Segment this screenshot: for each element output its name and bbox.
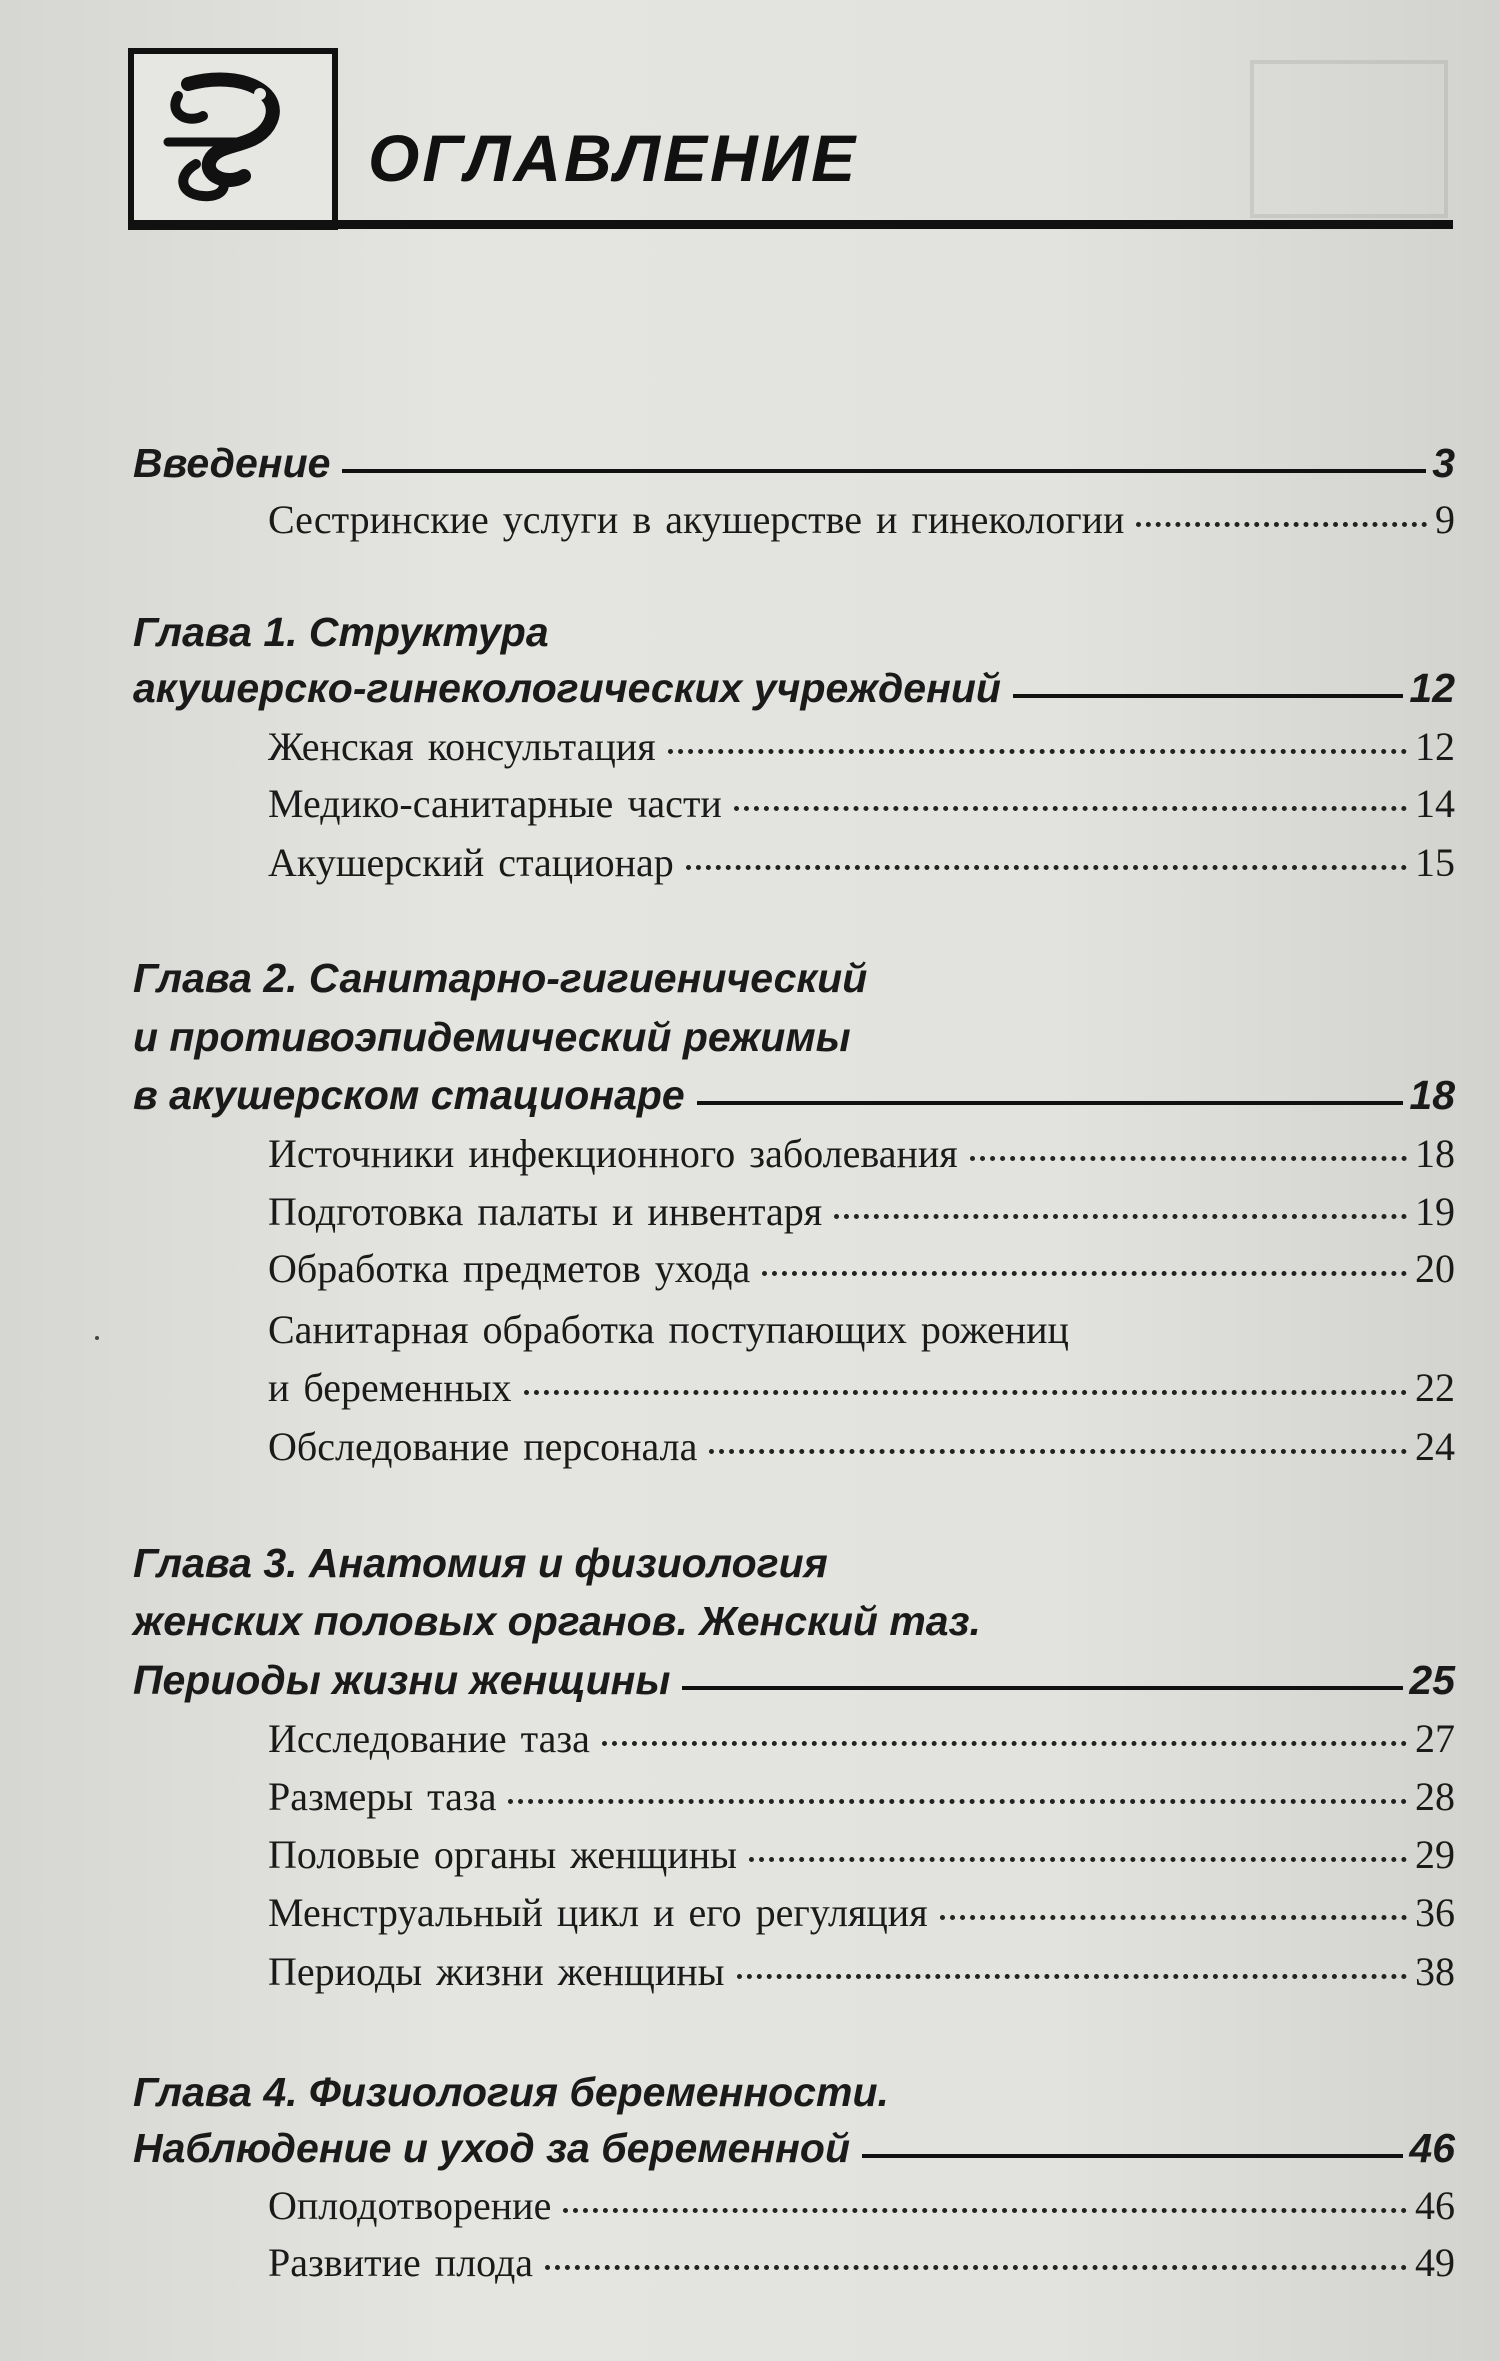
toc-chapter1-title-line1[interactable]: Глава 1. Структура <box>133 609 549 655</box>
toc-item[interactable] <box>268 1716 1455 1761</box>
toc-chapter2-page: 18 <box>1409 1072 1455 1118</box>
toc-item-page: 15 <box>1415 840 1455 885</box>
toc-item-page: 12 <box>1415 724 1455 769</box>
leader-dots <box>762 1271 1407 1276</box>
toc-item-title: Акушерский стационар <box>268 840 674 885</box>
toc-item-title: Сестринские услуги в акушерстве и гинекологии <box>268 497 1125 542</box>
toc-item-page: 24 <box>1415 1424 1455 1469</box>
leader-dots <box>1136 522 1427 527</box>
toc-item-page: 19 <box>1415 1189 1455 1234</box>
toc-item[interactable] <box>268 1365 1455 1410</box>
leader-line <box>1013 694 1403 698</box>
leader-dots <box>668 749 1407 754</box>
toc-item[interactable] <box>268 497 1455 542</box>
leader-dots <box>734 806 1407 811</box>
toc-item[interactable] <box>268 2240 1455 2285</box>
toc-item[interactable] <box>268 1246 1455 1291</box>
toc-chapter3[interactable] <box>133 1657 1455 1703</box>
toc-item-page: 38 <box>1415 1949 1455 1994</box>
leader-dots <box>602 1741 1407 1746</box>
toc-item-title: Обработка предметов ухода <box>268 1246 751 1291</box>
leader-dots <box>970 1156 1407 1161</box>
toc-item[interactable] <box>268 2183 1455 2228</box>
toc-item-title-line1[interactable]: Санитарная обработка поступающих рожениц <box>268 1307 1069 1352</box>
page-title: ОГЛАВЛЕНИЕ <box>368 121 859 195</box>
toc-chapter2-title-line1[interactable]: Глава 2. Санитарно-гигиенический <box>133 955 868 1001</box>
toc-chapter3-title-line1[interactable]: Глава 3. Анатомия и физиология <box>133 1540 828 1586</box>
leader-dots <box>940 1915 1407 1920</box>
page-header <box>128 48 1453 233</box>
toc-chapter3-title-line2[interactable]: женских половых органов. Женский таз. <box>133 1598 981 1644</box>
toc-item[interactable] <box>268 724 1455 769</box>
print-speck <box>95 1336 99 1340</box>
toc-item[interactable] <box>268 1774 1455 1819</box>
toc-item-page: 9 <box>1435 497 1455 542</box>
toc-item-title: Источники инфекционного заболевания <box>268 1131 958 1176</box>
leader-dots <box>749 1857 1407 1862</box>
toc-item[interactable] <box>268 1949 1455 1994</box>
toc-item-page: 22 <box>1415 1365 1455 1410</box>
leader-dots <box>563 2208 1407 2213</box>
toc-item-page: 14 <box>1415 781 1455 826</box>
toc-item-title: Развитие плода <box>268 2240 534 2285</box>
toc-item[interactable] <box>268 781 1455 826</box>
leader-dots <box>524 1390 1408 1395</box>
leader-dots <box>545 2265 1407 2270</box>
leader-line <box>697 1101 1404 1105</box>
toc-chapter2-title-line3: в акушерском стационаре <box>133 1072 685 1118</box>
toc-item-title: Оплодотворение <box>268 2183 552 2228</box>
leader-dots <box>686 865 1407 870</box>
toc-item[interactable] <box>268 1131 1455 1176</box>
toc-item-page: 46 <box>1415 2183 1455 2228</box>
toc-item[interactable] <box>268 1832 1455 1877</box>
toc-chapter4-title-line2: Наблюдение и уход за беременной <box>133 2125 851 2171</box>
toc-item-page: 18 <box>1415 1131 1455 1176</box>
leader-line <box>862 2154 1403 2158</box>
toc-chapter4-page: 46 <box>1409 2125 1455 2171</box>
toc-item-page: 20 <box>1415 1246 1455 1291</box>
toc-item-title: Женская консультация <box>268 724 656 769</box>
toc-chapter2[interactable] <box>133 1072 1455 1118</box>
toc-item-title: Размеры таза <box>268 1774 497 1819</box>
toc-chapter3-title-line3: Периоды жизни женщины <box>133 1657 671 1703</box>
header-rule <box>128 220 1453 229</box>
toc-item-title: Подготовка палаты и инвентаря <box>268 1189 823 1234</box>
toc-chapter1-title-line2: акушерско-гинекологических учреждений <box>133 665 1001 711</box>
toc-chapter1-page: 12 <box>1409 665 1455 711</box>
toc-item-title: Половые органы женщины <box>268 1832 738 1877</box>
leader-line <box>682 1686 1403 1690</box>
logo <box>128 48 338 230</box>
leader-dots <box>834 1214 1407 1219</box>
toc-item-title: Медико-санитарные части <box>268 781 722 826</box>
toc-chapter3-page: 25 <box>1409 1657 1455 1703</box>
leader-dots <box>709 1449 1407 1454</box>
toc-chapter2-title-line2[interactable]: и противоэпидемический режимы <box>133 1014 851 1060</box>
toc-item-page: 27 <box>1415 1716 1455 1761</box>
leader-line <box>342 469 1426 473</box>
toc-item[interactable] <box>268 1424 1455 1469</box>
leader-dots <box>737 1974 1407 1979</box>
leader-dots <box>508 1799 1407 1804</box>
toc-chapter1[interactable] <box>133 665 1455 711</box>
toc-intro[interactable] <box>133 440 1455 486</box>
toc-intro-page: 3 <box>1432 440 1455 486</box>
toc-item-page: 29 <box>1415 1832 1455 1877</box>
toc-item-page: 28 <box>1415 1774 1455 1819</box>
toc-item-title: Исследование таза <box>268 1716 590 1761</box>
toc-item[interactable] <box>268 840 1455 885</box>
toc-item-title-line2: и беременных <box>268 1365 512 1410</box>
toc-item-page: 36 <box>1415 1890 1455 1935</box>
toc-intro-title: Введение <box>133 440 331 486</box>
toc-chapter4[interactable] <box>133 2125 1455 2171</box>
toc-item-title: Обследование персонала <box>268 1424 698 1469</box>
toc-item-title: Менструальный цикл и его регуляция <box>268 1890 928 1935</box>
toc-item-page: 49 <box>1415 2240 1455 2285</box>
toc-item[interactable] <box>268 1189 1455 1234</box>
toc-item-title: Периоды жизни женщины <box>268 1949 725 1994</box>
toc-chapter4-title-line1[interactable]: Глава 4. Физиология беременности. <box>133 2069 889 2115</box>
toc-item[interactable] <box>268 1890 1455 1935</box>
caduceus-icon <box>148 64 308 214</box>
